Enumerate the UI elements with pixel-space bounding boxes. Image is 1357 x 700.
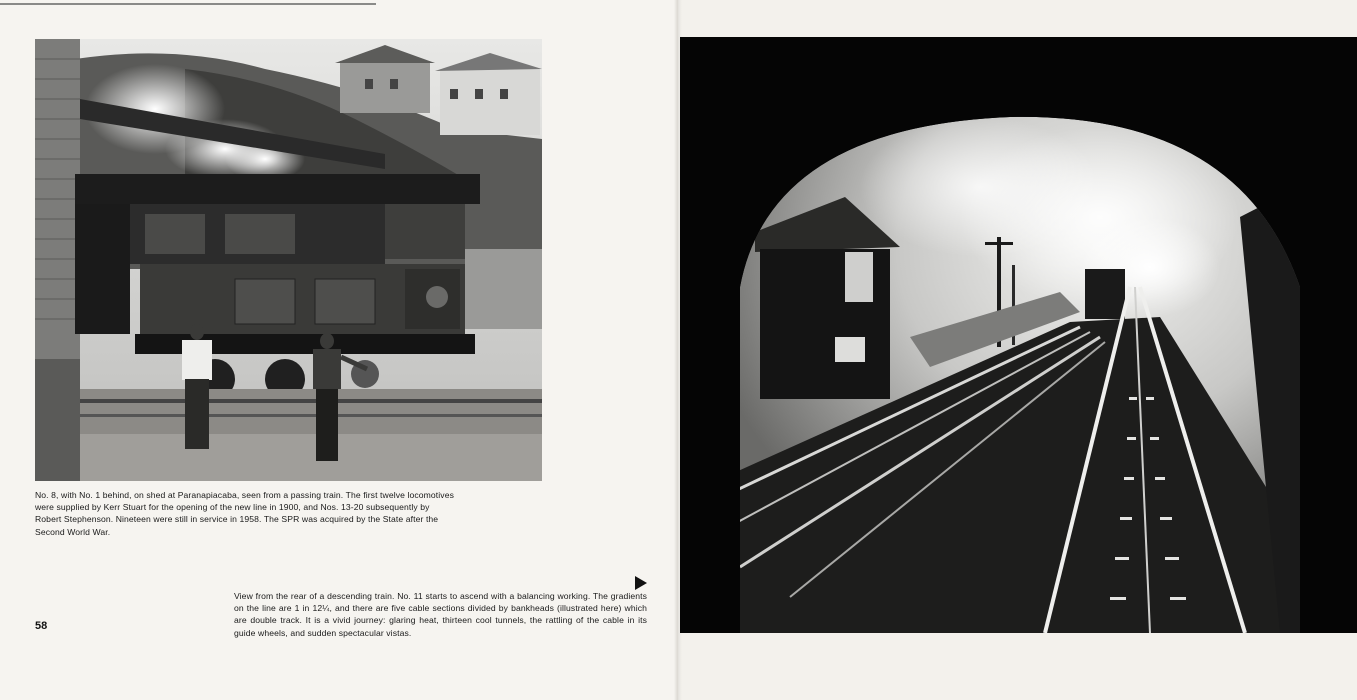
locomotive-shed-photo (35, 39, 542, 481)
right-photo-caption: View from the rear of a descending train. No. 11 starts to ascend with a balancing working. The gradients on the line are 1 in 12¼, and there are five cable sections divided by bankheads (illustrated here) which are double track. It is a vivid journey: glaring heat, thirteen cool tunnels, the rattling of the cable in its guide wheels, and sudden spectacular vistas. (234, 591, 647, 638)
tunnel-view-photo (680, 37, 1357, 633)
top-rule (0, 3, 376, 5)
page-number: 58 (35, 620, 48, 632)
left-photo-caption: No. 8, with No. 1 behind, on shed at Paranapiacaba, seen from a passing train. The first twelve locomotives were supplied by Kerr Stuart for the opening of the new line in 1900, and Nos. 13-20 subsequently by Robert Stephenson. Nineteen were still in service in 1958. The SPR was acquired by the State after the Second World War. (35, 490, 454, 537)
right-triangle-arrow-icon (635, 576, 647, 590)
